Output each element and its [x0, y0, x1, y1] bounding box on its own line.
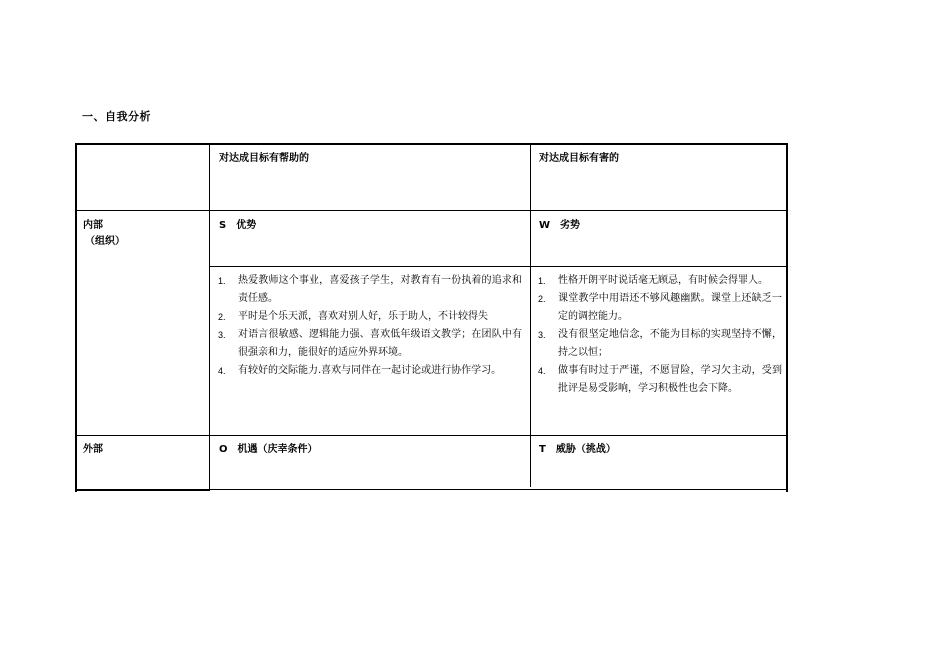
internal-label-line2: （组织） — [85, 236, 125, 247]
list-item — [538, 326, 782, 362]
list-item-text: 平时是个乐天派，喜欢对别人好，乐于助人，不计较得失 — [238, 311, 488, 322]
list-item-text: 课堂教学中用语还不够风趣幽默。课堂上还缺乏一定的调控能力。 — [558, 293, 782, 322]
column-divider-1 — [209, 144, 210, 491]
header-harmful: 对达成目标有害的 — [539, 153, 619, 164]
strengths-list — [218, 272, 522, 380]
list-item — [538, 272, 782, 290]
section-heading: 一、自我分析 — [82, 110, 151, 123]
list-item-number: 4. — [538, 366, 546, 376]
weaknesses-list — [538, 272, 782, 398]
list-item — [218, 272, 522, 308]
list-item — [218, 308, 522, 326]
header-helpful: 对达成目标有帮助的 — [219, 153, 309, 164]
strengths-label: S 优势 — [219, 220, 257, 231]
internal-label — [83, 218, 125, 250]
opportunities-label: O 机遇（庆幸条件） — [219, 444, 318, 455]
list-item-number: 1. — [538, 276, 546, 286]
list-item-text: 没有很坚定地信念，不能为目标的实现坚持不懈，持之以恒； — [558, 329, 782, 358]
list-item-text: 热爱教师这个事业，喜爱孩子学生，对教育有一份执着的追求和责任感。 — [238, 275, 522, 304]
row-divider-sw-label — [210, 266, 787, 267]
list-item-number: 2. — [538, 294, 546, 304]
table-bottom-border-left — [75, 489, 210, 491]
list-item — [538, 362, 782, 398]
list-item-number: 2. — [218, 312, 226, 322]
list-item-number: 3. — [538, 330, 546, 340]
list-item-text: 有较好的交际能力.喜欢与同伴在一起讨论或进行协作学习。 — [238, 365, 502, 376]
list-item — [538, 290, 782, 326]
list-item-text: 性格开朗平时说话毫无顾忌，有时候会得罪人。 — [558, 275, 768, 286]
external-label: 外部 — [83, 444, 103, 455]
list-item — [218, 362, 522, 380]
list-item-number: 3. — [218, 330, 226, 340]
list-item-number: 4. — [218, 366, 226, 376]
table-bottom-border-right — [210, 489, 788, 490]
row-divider-header — [76, 210, 787, 211]
row-divider-external — [76, 435, 787, 436]
weaknesses-label: W 劣势 — [539, 220, 581, 231]
list-item-text: 做事有时过于严谨，不愿冒险，学习欠主动，受到批评是易受影响，学习积极性也会下降。 — [558, 365, 782, 394]
list-item — [218, 326, 522, 362]
list-item-number: 1. — [218, 276, 226, 286]
threats-label: T 威胁（挑战） — [539, 444, 616, 455]
internal-label-line1: 内部 — [83, 220, 103, 231]
list-item-text: 对语言很敏感、逻辑能力强、喜欢低年级语文教学；在团队中有很强亲和力，能很好的适应外界环境。 — [238, 329, 522, 358]
